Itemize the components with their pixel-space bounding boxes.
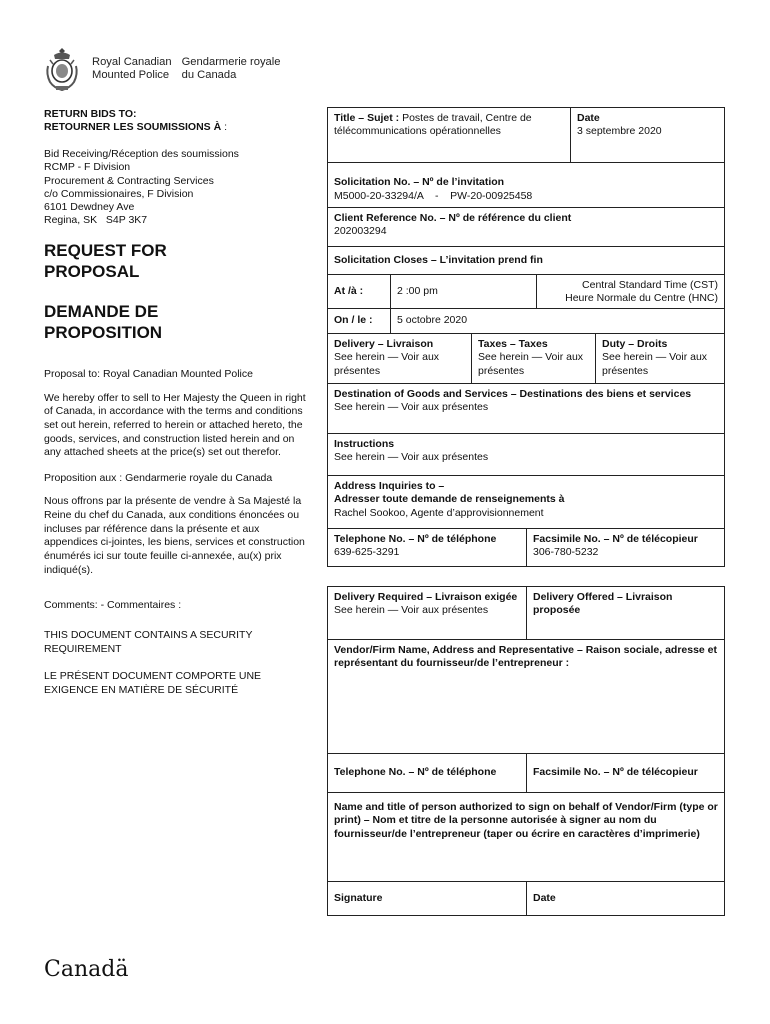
title-date-row [328, 108, 724, 162]
agency-fr-line2: du Canada [181, 69, 237, 81]
signature-cell[interactable] [328, 882, 526, 915]
fax-cell [526, 529, 724, 566]
delivery-required-value: See herein — Voir aux présentes [334, 604, 489, 617]
signature-date-cell[interactable] [526, 882, 724, 915]
destination-label: Destination of Goods and Services – Destinations des biens et services [334, 388, 692, 400]
address-inquiries-label-1: Address Inquiries to – [334, 480, 445, 492]
instructions-value: See herein — Voir aux présentes [334, 451, 489, 464]
delivery-label: Delivery – Livraison [334, 338, 434, 350]
vendor-label: Vendor/Firm Name, Address and Representative – Raison sociale, adresse et représentant du fournisseur/de l’entrepreneur : [334, 644, 718, 670]
return-bids-en: RETURN BIDS TO: [44, 108, 137, 120]
fax-value: 306-780-5232 [533, 546, 599, 559]
address-inquiries-row [328, 475, 724, 528]
at-time-value: 2 :00 pm [390, 275, 536, 308]
vendor-phone-cell[interactable] [328, 754, 526, 792]
client-reference-row [328, 207, 724, 246]
title-cell [328, 108, 570, 162]
signature-label: Signature [334, 891, 383, 904]
address-line: Regina, SK S4P 3K7 [44, 213, 148, 226]
agency-name-fr [182, 56, 281, 82]
vendor-phone-label: Telephone No. – Nº de téléphone [334, 766, 497, 779]
client-reference-cell [328, 208, 724, 246]
dp-line1: DEMANDE DE [44, 302, 159, 322]
on-date-value: 5 octobre 2020 [390, 309, 724, 333]
comments-label: Comments: - Commentaires : [44, 599, 182, 612]
title-label: Title – Sujet : [334, 112, 400, 124]
proposal-to-fr: Proposition aux : Gendarmerie royale du Canada [44, 471, 273, 484]
delivery-value: See herein — Voir aux présentes [334, 351, 440, 377]
dp-line2: PROPOSITION [44, 323, 163, 343]
address-inquiries-cell [328, 476, 724, 528]
vendor-cell[interactable] [328, 640, 724, 753]
signature-date-label: Date [533, 891, 556, 904]
client-reference-label: Client Reference No. – Nº de référence du client [334, 212, 572, 224]
address-line: Procurement & Contracting Services [44, 174, 214, 187]
offer-text-fr: Nous offrons par la présente de vendre à Sa Majesté la Reine du chef du Canada, aux conditions énoncées ou incluses par référence dans la présente et aux appendices ci-jointes, les biens, services et construction énumérés ici sur toute feuille ci-annexée, au(x) prix indiqué(s). [44, 495, 305, 576]
client-reference-value: 202003294 [334, 225, 387, 238]
return-bids-fr: RETOURNER LES SOUMISSIONS À [44, 121, 222, 134]
title-value: Postes de travail, Centre de télécommunications opérationnelles [334, 112, 532, 138]
address-line: 6101 Dewdney Ave [44, 200, 135, 213]
agency-fr-line1: Gendarmerie royale [181, 56, 281, 69]
address-line: Bid Receiving/Réception des soumissions [44, 148, 239, 161]
agency-en-line1: Royal Canadian [92, 56, 172, 69]
security-requirement-fr: LE PRÉSENT DOCUMENT COMPORTE UNE EXIGENCE EN MATIÈRE DE SÉCURITÉ [44, 670, 262, 696]
phone-label: Telephone No. – Nº de téléphone [334, 533, 497, 545]
date-label: Date [577, 112, 600, 124]
vendor-row [328, 639, 724, 753]
solicitation-closes-label: Solicitation Closes – L’invitation prend fin [334, 253, 543, 266]
proposal-to-en: Proposal to: Royal Canadian Mounted Police [44, 367, 253, 380]
left-column [44, 108, 306, 697]
timezone-en: Central Standard Time (CST) [582, 279, 718, 291]
solicitation-row [328, 162, 724, 207]
authorized-person-row [328, 792, 724, 881]
destination-row [328, 383, 724, 433]
agency-en-line2: Mounted Police [92, 69, 170, 81]
delivery-offered-cell[interactable] [526, 587, 724, 639]
destination-cell [328, 384, 724, 433]
return-address [44, 148, 306, 227]
return-bids-heading [44, 108, 306, 134]
rcmp-crest-icon [44, 46, 80, 92]
date-cell [570, 108, 724, 162]
delivery-taxes-duty-row [328, 333, 724, 383]
at-time-row [328, 274, 724, 308]
demande-de-proposition-title [44, 302, 306, 343]
vendor-fax-cell[interactable] [526, 754, 724, 792]
address-inquiries-value: Rachel Sookoo, Agente d’approvisionnement [334, 506, 544, 519]
rfp-line1: REQUEST FOR [44, 241, 167, 260]
closes-row [328, 246, 724, 274]
delivery-required-cell [328, 587, 526, 639]
taxes-value: See herein — Voir aux présentes [478, 351, 584, 377]
delivery-required-label: Delivery Required – Livraison exigée [334, 591, 518, 603]
closes-cell [328, 247, 724, 274]
agency-name [92, 56, 280, 82]
phone-fax-row [328, 528, 724, 566]
page-header [44, 44, 280, 94]
agency-name-en [92, 56, 172, 82]
fax-label: Facsimile No. – Nº de télécopieur [533, 533, 698, 545]
return-bids-fr-suffix: : [221, 121, 228, 134]
canada-wordmark: Canadä [44, 957, 129, 982]
solicitation-label: Solicitation No. – Nº de l’invitation [334, 176, 505, 189]
request-for-proposal-title [44, 241, 306, 282]
security-requirement-en: THIS DOCUMENT CONTAINS A SECURITY REQUIREMENT [44, 628, 253, 655]
vendor-phone-fax-row [328, 753, 724, 792]
at-label: At /à : [334, 284, 364, 297]
on-label: On / le : [334, 314, 373, 327]
authorized-person-label: Name and title of person authorized to sign on behalf of Vendor/Firm (type or print) – Nom et titre de la personne autorisée à signer au nom du fournisseur/de l’entrepreneur (taper ou écrire en caractères d’imprimerie) [334, 801, 718, 840]
duty-value: See herein — Voir aux présentes [602, 351, 708, 377]
phone-value: 639-625-3291 [334, 546, 400, 559]
duty-cell [595, 334, 724, 383]
address-inquiries-label-2: Adresser toute demande de renseignements à [334, 493, 565, 506]
taxes-label: Taxes – Taxes [478, 338, 548, 350]
vendor-fax-label: Facsimile No. – Nº de télécopieur [533, 766, 698, 779]
taxes-cell [471, 334, 595, 383]
solicitation-form [327, 107, 725, 567]
delivery-cell [328, 334, 471, 383]
timezone-fr: Heure Normale du Centre (HNC) [565, 292, 718, 305]
on-date-row [328, 308, 724, 333]
instructions-row [328, 433, 724, 475]
rfp-line2: PROPOSAL [44, 261, 140, 281]
delivery-required-offered-row [328, 587, 724, 639]
instructions-cell [328, 434, 724, 475]
phone-cell [328, 529, 526, 566]
address-line: c/o Commissionaires, F Division [44, 187, 194, 200]
timezone-cell [536, 275, 724, 308]
vendor-form [327, 586, 725, 916]
address-line: RCMP - F Division [44, 161, 131, 174]
delivery-offered-label: Delivery Offered – Livraison proposée [533, 591, 673, 617]
solicitation-cell [328, 172, 724, 207]
instructions-label: Instructions [334, 438, 395, 450]
date-value: 3 septembre 2020 [577, 125, 662, 138]
destination-value: See herein — Voir aux présentes [334, 401, 489, 414]
signature-date-row [328, 881, 724, 915]
offer-text-en: We hereby offer to sell to Her Majesty the Queen in right of Canada, in accordance with the terms and conditions set out herein, referred to herein or attached hereto, the goods, services, and construction listed herein and on any attached sheets at the price(s) set out therefor. [44, 391, 306, 459]
authorized-person-cell[interactable] [328, 797, 724, 881]
duty-label: Duty – Droits [602, 338, 668, 350]
solicitation-value: M5000-20-33294/A - PW-20-00925458 [334, 189, 533, 202]
